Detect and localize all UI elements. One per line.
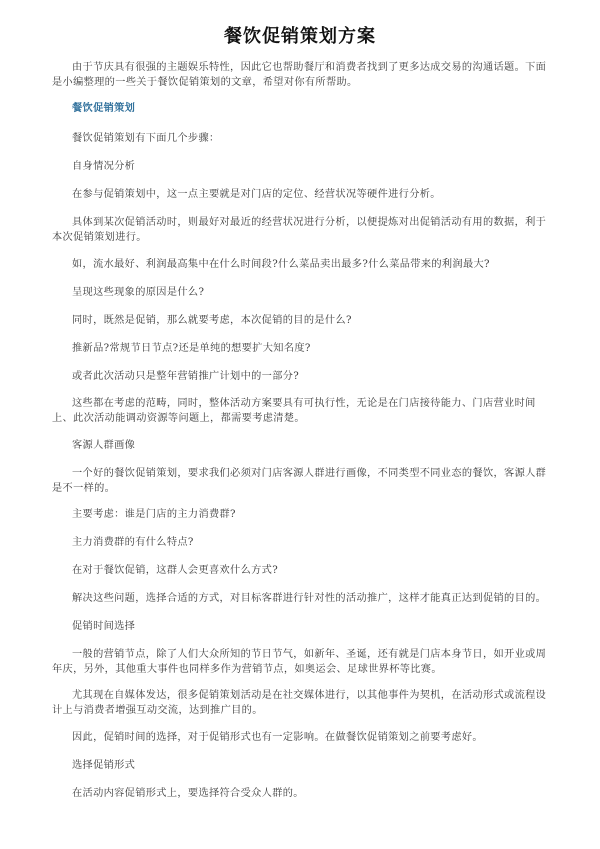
- section-heading: 餐饮促销策划: [72, 102, 136, 114]
- document-title: 餐饮促销策划方案: [224, 26, 376, 47]
- paragraph: 一般的营销节点，除了人们大众所知的节日节气，如新年、圣诞，还有就是门店本身节日，如开业或周年庆，另外，其他重大事件也同样多作为营销节点，如奥运会、足球世界杯等比赛。: [52, 649, 547, 675]
- paragraph: 在参与促销策划中，这一点主要就是对门店的定位、经营状况等硬件进行分析。: [72, 189, 441, 200]
- paragraph: 一个好的餐饮促销策划，要求我们必须对门店客源人群进行画像，不同类型不同业态的餐饮，客源人群是不一样的。: [52, 468, 547, 494]
- paragraph: 尤其现在自媒体发达，很多促销策划活动是在社交媒体进行，以其他事件为契机，在活动形式或流程设计上与消费者增强互动交流，达到推广目的。: [52, 690, 547, 716]
- paragraph: 在活动内容促销形式上，要选择符合受众人群的。: [72, 788, 304, 799]
- paragraph: 自身情况分析: [72, 161, 136, 172]
- paragraph: 具体到某次促销活动时，则最好对最近的经营状况进行分析，以便提炼对出促销活动有用的数据，利于本次促销策划进行。: [52, 217, 547, 243]
- paragraph: 或者此次活动只是整年营销推广计划中的一部分?: [72, 371, 300, 382]
- paragraph: 餐饮促销策划有下面几个步骤：: [72, 133, 220, 144]
- paragraph: 主要考虑：谁是门店的主力消费群?: [72, 509, 236, 520]
- paragraph: 呈现这些现象的原因是什么?: [72, 287, 205, 298]
- intro-paragraph: 由于节庆具有很强的主题娱乐特性，因此它也帮助餐厅和消费者找到了更多达成交易的沟通话题。下面是小编整理的一些关于餐饮促销策划的文章，希望对你有所帮助。: [52, 62, 547, 88]
- paragraph: 解决这些问题，选择合适的方式，对目标客群进行针对性的活动推广，这样才能真正达到促销的目的。: [72, 593, 547, 604]
- paragraph: 选择促销形式: [72, 760, 136, 771]
- paragraph: 促销时间选择: [72, 621, 136, 632]
- paragraph: 在对于餐饮促销，这群人会更喜欢什么方式?: [72, 565, 279, 576]
- paragraph: 这些都在考虑的范畴，同时，整体活动方案要具有可执行性，无论是在门店接待能力、门店营业时间上、此次活动能调动资源等问题上，都需要考虑清楚。: [52, 398, 536, 424]
- paragraph: 客源人群画像: [72, 440, 136, 451]
- paragraph: 主力消费群的有什么特点?: [72, 537, 194, 548]
- paragraph: 如，流水最好、利润最高集中在什么时间段?什么菜品卖出最多?什么菜品带来的利润最大?: [72, 259, 490, 270]
- paragraph: 推新品?常规节日节点?还是单纯的想要扩大知名度?: [72, 343, 311, 354]
- paragraph: 同时，既然是促销，那么就要考虑，本次促销的目的是什么?: [72, 315, 352, 326]
- paragraph: 因此，促销时间的选择，对于促销形式也有一定影响。在做餐饮促销策划之前要考虑好。: [72, 732, 483, 743]
